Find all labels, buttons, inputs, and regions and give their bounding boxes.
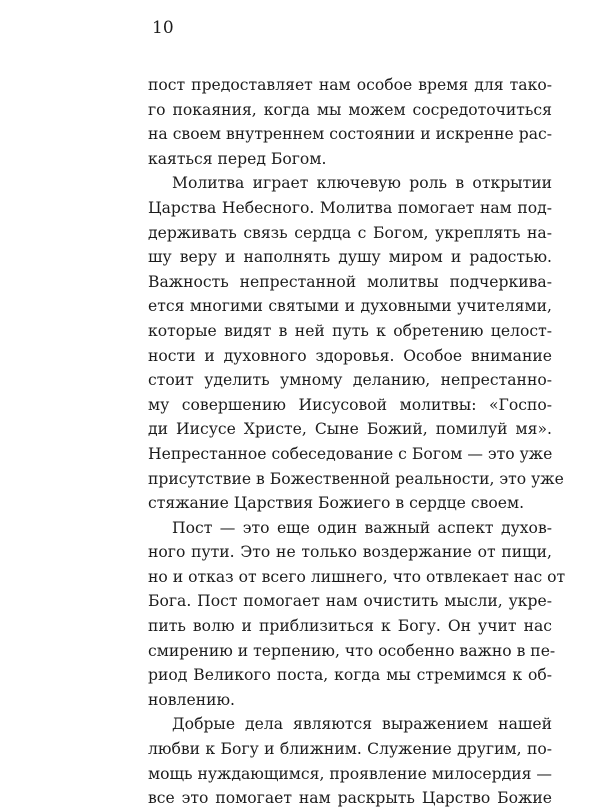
text-line: го покаяния, когда мы можем сосредоточиться [148,100,552,119]
page-number: 10 [152,18,174,38]
text-line: Важность непрестанной молитвы подчеркива- [148,272,552,291]
text-line: которые видят в ней путь к обретению целост- [148,321,552,340]
text-line: мощь нуждающимся, проявление милосердия — [148,764,552,783]
text-line: стоит уделить умному деланию, непрестанно- [148,371,552,390]
text-line: пить волю и приблизиться к Богу. Он учит нас [148,617,552,636]
text-line: Молитва играет ключевую роль в открытии [172,174,552,193]
text-line: ди Иисусе Христе, Сыне Божий, помилуй мя». [148,420,552,439]
text-line: пост предоставляет нам особое время для тако- [148,76,552,94]
text-line: Добрые дела являются выражением нашей [172,715,552,734]
text-line: ного пути. Это не только воздержание от пищи, [148,543,552,562]
text-line: смирению и терпению, что особенно важно в пе- [148,641,556,660]
body-text [148,73,566,811]
text-line: Непрестанное собеседование с Богом — это уже [148,444,553,463]
text-line: присутствие в Божественной реальности, это уже [148,469,564,488]
text-line: ности и духовного здоровья. Особое внимание [148,346,552,365]
text-line: стяжание Царствия Божиего в сердце своем. [148,494,525,513]
text-line: на своем внутреннем состоянии и искренне рас- [148,125,552,144]
text-line: все это помогает нам раскрыть Царство Божие [148,789,552,808]
text-line: держивать связь сердца с Богом, укреплять на- [148,223,552,242]
text-line: шу веру и наполнять душу миром и радостью. [148,248,552,267]
text-line: каяться перед Богом. [148,149,327,168]
text-line: Пост — это еще один важный аспект духов- [172,518,552,537]
text-line: Бога. Пост помогает нам очистить мысли, укре- [148,592,552,611]
text-line: му совершению Иисусовой молитвы: «Госпо- [148,395,552,414]
text-line: любви к Богу и ближним. Служение другим, по- [148,740,552,759]
text-line: но и отказ от всего лишнего, что отвлекает нас от [148,567,566,586]
text-line: риод Великого поста, когда мы стремимся к об- [148,666,552,685]
text-line: ется многими святыми и духовными учителями, [148,297,552,316]
text-line: новлению. [148,690,236,709]
text-line: Царства Небесного. Молитва помогает нам под- [148,198,552,217]
